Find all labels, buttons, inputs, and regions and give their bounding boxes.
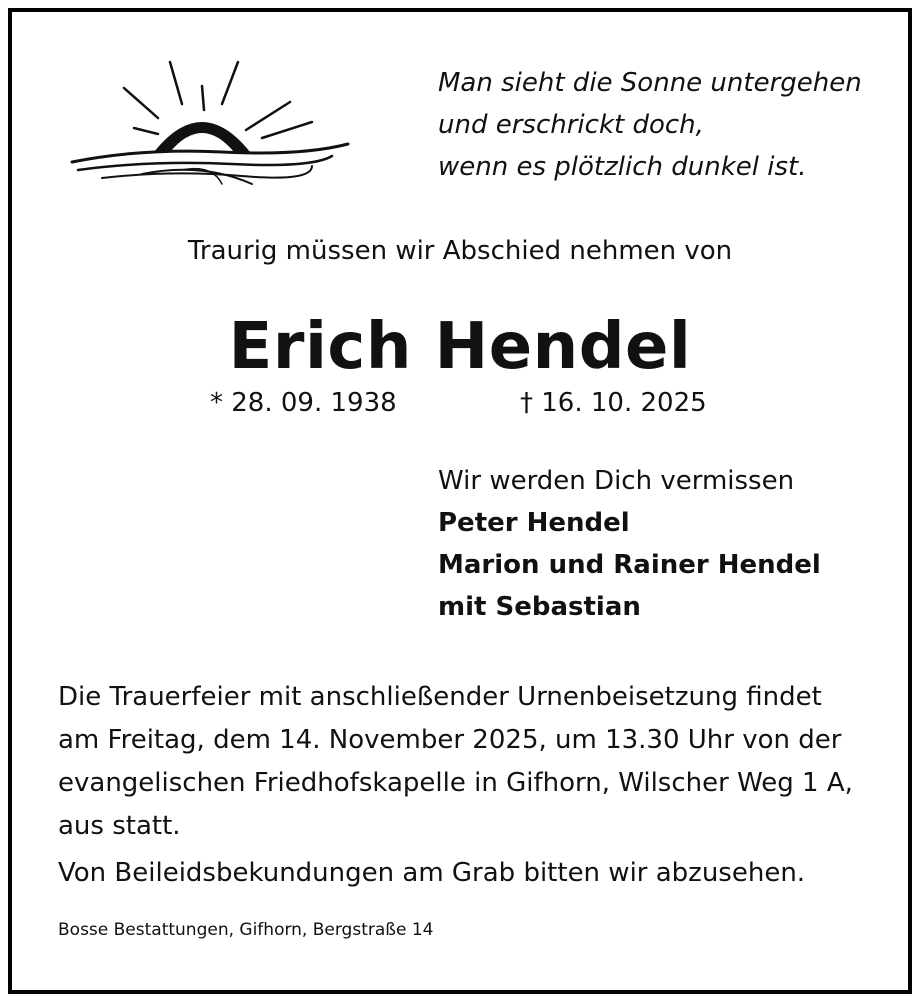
birth-date: * 28. 09. 1938 xyxy=(210,388,397,418)
funeral-home: Bosse Bestattungen, Gifhorn, Bergstraße 14 xyxy=(58,920,434,940)
mourner-name: Marion und Rainer Hendel xyxy=(438,550,821,580)
ceremony-line: am Freitag, dem 14. November 2025, um 13.30 Uhr von der xyxy=(58,725,842,755)
ceremony-line: aus statt. xyxy=(58,811,181,841)
sunset-icon xyxy=(62,52,354,192)
mourners-line: Wir werden Dich vermissen xyxy=(438,466,795,496)
ceremony-notice xyxy=(58,676,853,848)
mourner-name: Peter Hendel xyxy=(438,508,630,538)
ceremony-line: evangelischen Friedhofskapelle in Gifhorn, Wilscher Weg 1 A, xyxy=(58,768,853,798)
ceremony-line: Die Trauerfeier mit anschließender Urnenbeisetzung findet xyxy=(58,682,822,712)
poem-line: Man sieht die Sonne untergehen xyxy=(438,68,862,98)
deceased-name: Erich Hendel xyxy=(228,310,692,384)
farewell-intro: Traurig müssen wir Abschied nehmen von xyxy=(187,236,733,266)
poem xyxy=(438,62,862,188)
death-date: † 16. 10. 2025 xyxy=(520,388,707,418)
poem-line: wenn es plötzlich dunkel ist. xyxy=(438,152,807,182)
poem-line: und erschrickt doch, xyxy=(438,110,704,140)
mourner-name: mit Sebastian xyxy=(438,592,641,622)
condolence-note: Von Beileidsbekundungen am Grab bitten wir abzusehen. xyxy=(58,858,806,888)
mourners-block xyxy=(438,460,821,628)
